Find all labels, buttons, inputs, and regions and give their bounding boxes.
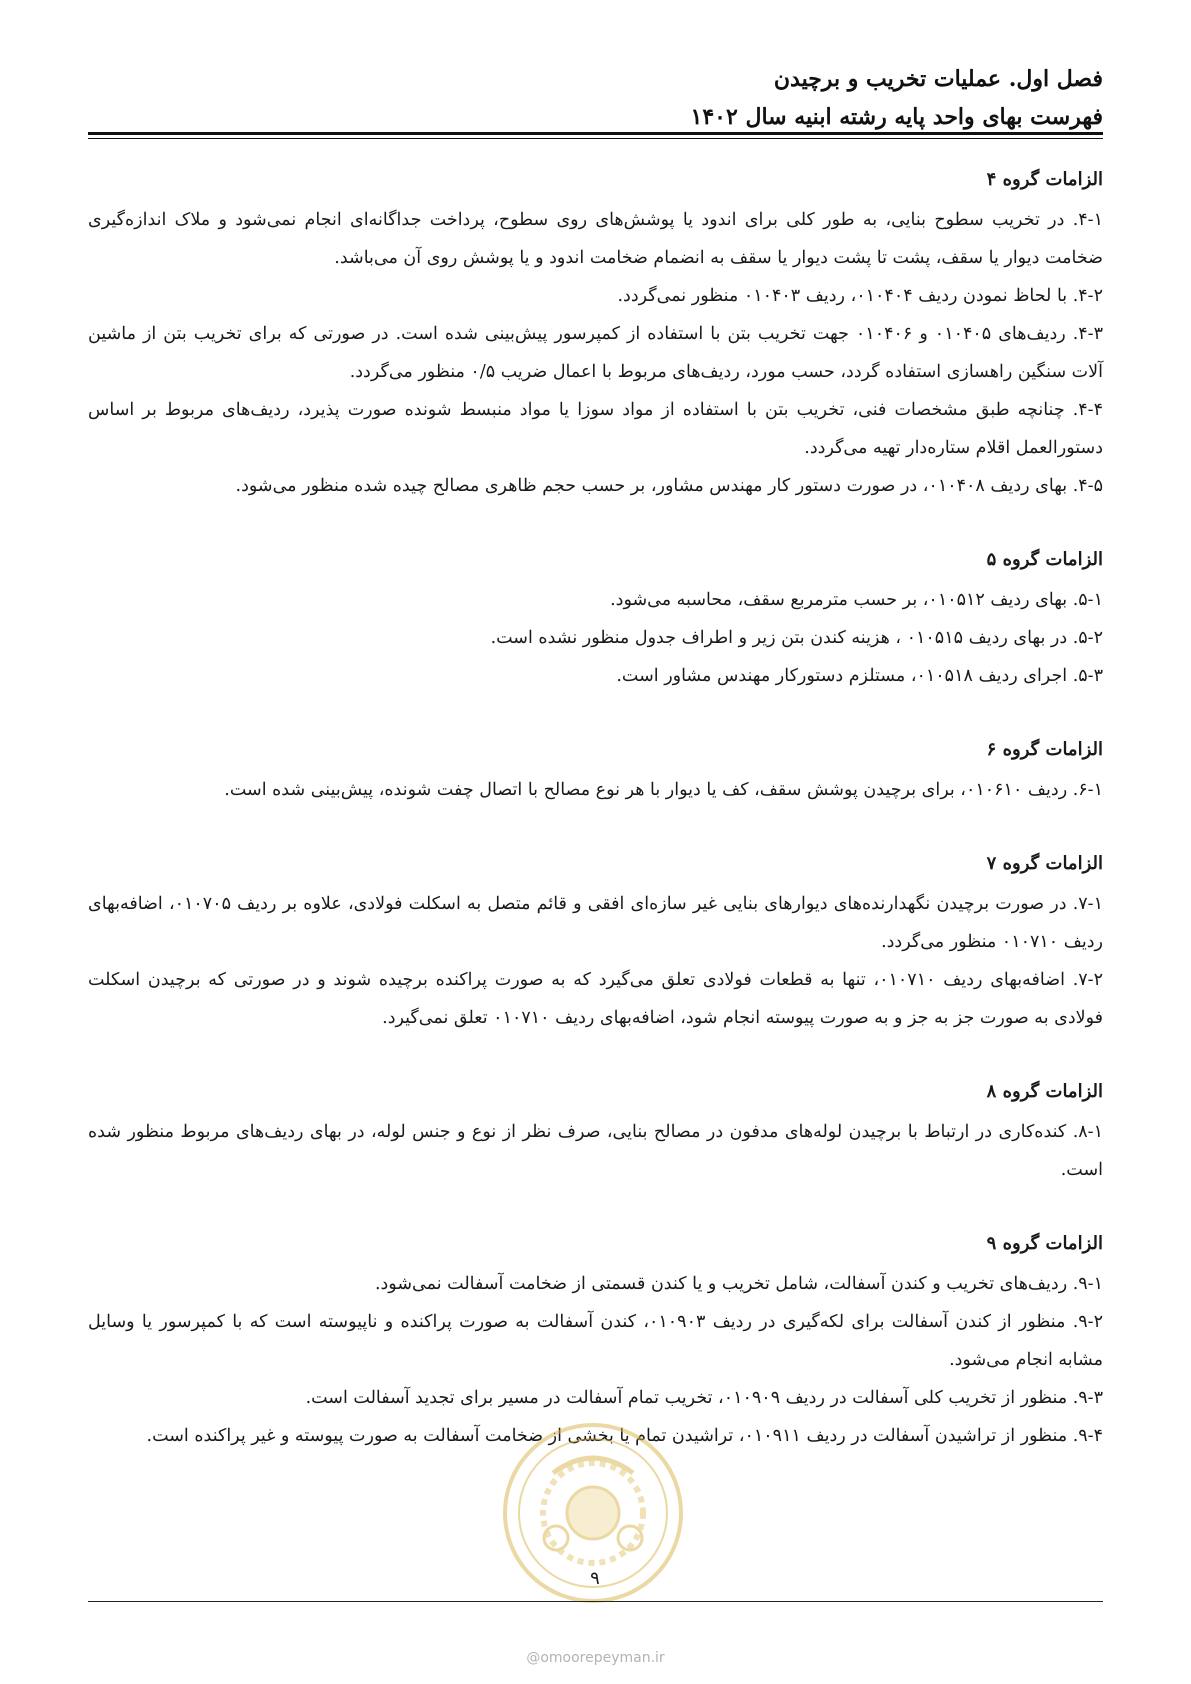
clause-9-4: ۹-۴. منظور از تراشیدن آسفالت در ردیف ۰۱۰۹۱۱، تراشیدن تمام یا بخشی از ضخامت آسفالت به صورت پیوسته و غیر پراکنده است. — [146, 1426, 1103, 1446]
section-group-4 — [88, 163, 1103, 505]
clause-5-2: ۵-۲. در بهای ردیف ۰۱۰۵۱۵ ، هزینه کندن بتن زیر و اطراف جدول منظور نشده است. — [490, 628, 1103, 648]
clause-4-4: ۴-۴. چنانچه طبق مشخصات فنی، تخریب بتن با استفاده از مواد سوزا یا مواد منبسط شونده صورت پذیرد، ردیف‌های مربوط بر اساس دستورالعمل اقلام ستاره‌دار تهیه می‌گردد. — [88, 400, 1103, 458]
document-title: فهرست بهای واحد پایه رشته ابنیه سال ۱۴۰۲ — [690, 104, 1103, 130]
clause-9-2: ۹-۲. منظور از کندن آسفالت برای لکه‌گیری در ردیف ۰۱۰۹۰۳، کندن آسفالت به صورت پراکنده و ناپیوسته است که با کمپرسور یا وسایل مشابه انجام می‌شود. — [88, 1312, 1103, 1370]
clause-4-5: ۴-۵. بهای ردیف ۰۱۰۴۰۸، در صورت دستور کار مهندس مشاور، بر حسب حجم ظاهری مصالح چیده شده منظور می‌شود. — [235, 476, 1103, 496]
section-title: الزامات گروه ۴ — [986, 169, 1103, 190]
clause-4-3: ۴-۳. ردیف‌های ۰۱۰۴۰۵ و ۰۱۰۴۰۶ جهت تخریب بتن با استفاده از کمپرسور پیش‌بینی شده است. در صورتی که برای تخریب بتن از ماشین آلات سنگین راهسازی استفاده گردد، حسب مورد، ردیف‌های مربوط با اعمال ضریب ۰/۵ منظور می‌گردد. — [88, 324, 1103, 382]
main-content — [88, 163, 1103, 1493]
section-group-8 — [88, 1075, 1103, 1189]
section-title: الزامات گروه ۷ — [986, 853, 1103, 874]
section-group-6 — [88, 733, 1103, 809]
section-title: الزامات گروه ۵ — [986, 549, 1103, 570]
clause-4-2: ۴-۲. با لحاظ نمودن ردیف ۰۱۰۴۰۴، ردیف ۰۱۰۴۰۳ منظور نمی‌گردد. — [617, 286, 1103, 306]
chapter-title: فصل اول. عملیات تخریب و برچیدن — [773, 66, 1103, 92]
section-group-5 — [88, 543, 1103, 695]
clause-9-1: ۹-۱. ردیف‌های تخریب و کندن آسفالت، شامل تخریب و یا کندن قسمتی از ضخامت آسفالت نمی‌شود. — [374, 1274, 1103, 1294]
clause-5-1: ۵-۱. بهای ردیف ۰۱۰۵۱۲، بر حسب مترمربع سقف، محاسبه می‌شود. — [610, 590, 1103, 610]
header-rule-thick — [88, 132, 1103, 135]
clause-4-1: ۴-۱. در تخریب سطوح بنایی، به طور کلی برای اندود یا پوشش‌های روی سطوح، پرداخت جداگانه‌ای انجام نمی‌شود و ملاک اندازه‌گیری ضخامت دیوار یا سقف، پشت تا پشت دیوار یا سقف به انضمام ضخامت اندود و یا پوشش روی آن می‌باشد. — [88, 210, 1103, 268]
footer-rule — [88, 1601, 1103, 1602]
section-title: الزامات گروه ۸ — [986, 1081, 1103, 1102]
page-number: ۹ — [590, 1568, 600, 1589]
clause-5-3: ۵-۳. اجرای ردیف ۰۱۰۵۱۸، مستلزم دستورکار مهندس مشاور است. — [616, 666, 1103, 686]
clause-7-2: ۷-۲. اضافه‌بهای ردیف ۰۱۰۷۱۰، تنها به قطعات فولادی تعلق می‌گیرد که به صورت پراکنده برچیده شوند و در صورتی که برچیدن اسکلت فولادی به صورت جز به جز و به صورت پیوسته انجام شود، اضافه‌بهای ردیف ۰۱۰۷۱۰ تعلق نمی‌گیرد. — [88, 970, 1103, 1028]
clause-6-1: ۶-۱. ردیف ۰۱۰۶۱۰، برای برچیدن پوشش سقف، کف یا دیوار با هر نوع مصالح با اتصال چفت شونده، پیش‌بینی شده است. — [224, 780, 1103, 800]
section-group-7 — [88, 847, 1103, 1037]
clause-7-1: ۷-۱. در صورت برچیدن نگهدارنده‌های دیوارهای بنایی غیر سازه‌ای افقی و قائم متصل به اسکلت فولادی، علاوه بر ردیف ۰۱۰۷۰۵، اضافه‌بهای ردیف ۰۱۰۷۱۰ منظور می‌گردد. — [88, 894, 1103, 952]
section-title: الزامات گروه ۹ — [986, 1233, 1103, 1254]
clause-8-1: ۸-۱. کنده‌کاری در ارتباط با برچیدن لوله‌های مدفون در مصالح بنایی، صرف نظر از نوع و جنس لوله، در بهای ردیف‌های مربوط منظور شده است. — [88, 1122, 1103, 1180]
section-title: الزامات گروه ۶ — [986, 739, 1103, 760]
clause-9-3: ۹-۳. منظور از تخریب کلی آسفالت در ردیف ۰۱۰۹۰۹، تخریب تمام آسفالت در مسیر برای تجدید آسفالت است. — [305, 1388, 1103, 1408]
footer-watermark-url: @omoorepeyman.ir — [526, 1650, 665, 1666]
page-header — [88, 60, 1103, 136]
header-rule-thin — [88, 138, 1103, 139]
